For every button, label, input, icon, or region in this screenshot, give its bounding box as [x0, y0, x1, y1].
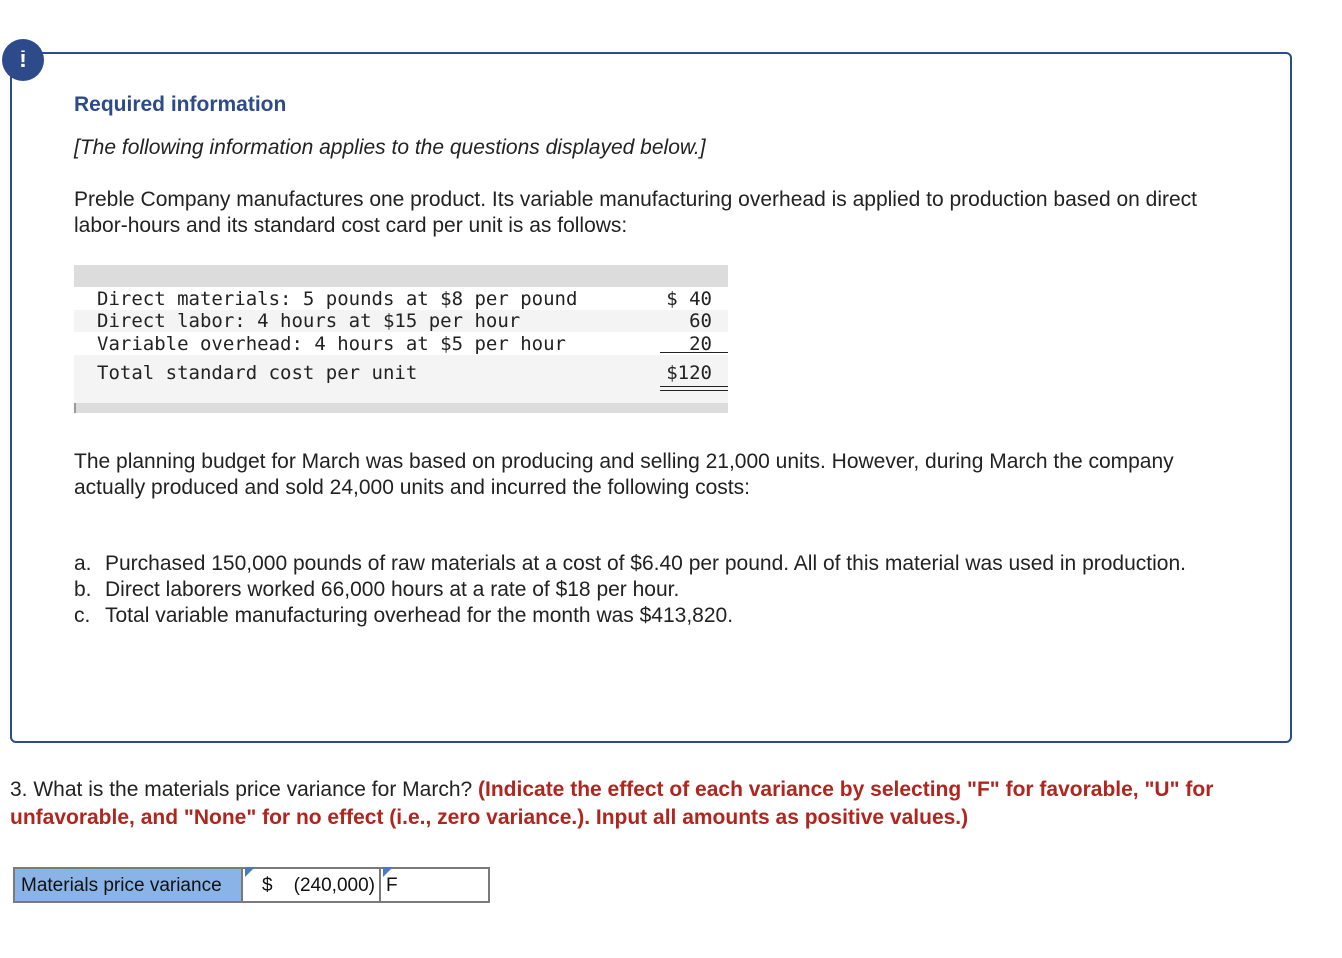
variance-effect-value: F: [386, 875, 398, 896]
question-instruction: (Indicate the effect of each variance by selecting "F" for favorable, "U" for unfavorable, and "None" for no effect (i.e., zero variance.). Input all amounts as positive values.): [10, 778, 1214, 829]
variance-amount-value: (240,000): [293, 875, 375, 896]
cost-row-label: Direct labor: 4 hours at $15 per hour: [97, 310, 521, 332]
cost-card-row: [74, 310, 728, 332]
info-note: [The following information applies to the questions displayed below.]: [74, 136, 706, 159]
cost-row-amount: $ 40: [666, 288, 712, 310]
cost-row-label: Variable overhead: 4 hours at $5 per hour: [97, 333, 566, 355]
variance-effect-select[interactable]: [383, 869, 488, 901]
list-item: [74, 603, 1234, 629]
planning-budget-paragraph: The planning budget for March was based on producing and selling 21,000 units. However, during March the company actually produced and sold 24,000 units and incurred the following costs:: [74, 450, 1174, 499]
answer-row: [13, 867, 490, 903]
list-marker: b.: [74, 578, 92, 601]
input-flag-icon: [383, 867, 393, 877]
intro-paragraph: Preble Company manufactures one product. Its variable manufacturing overhead is applied to production based on direct labor-hours and its standard cost card per unit is as follows:: [74, 188, 1197, 237]
list-marker: a.: [74, 552, 92, 575]
info-title: Required information: [74, 93, 287, 116]
question-prompt: 3. What is the materials price variance for March?: [10, 778, 479, 801]
actual-costs-list: [74, 551, 1234, 629]
cost-card-footer: [74, 403, 728, 413]
subtotal-underline: [660, 352, 728, 353]
list-item: [74, 551, 1234, 577]
cost-card-total-row: [74, 355, 728, 403]
total-double-underline: [660, 386, 728, 387]
question-text: [10, 776, 1335, 832]
cost-row-label: Total standard cost per unit: [97, 362, 418, 384]
list-item-text: Purchased 150,000 pounds of raw materials at a cost of $6.40 per pound. All of this material was used in production.: [105, 552, 1186, 575]
cost-row-amount: 20: [689, 333, 712, 355]
list-marker: c.: [74, 604, 91, 627]
answer-label: Materials price variance: [15, 869, 243, 901]
total-double-underline: [660, 390, 728, 391]
currency-symbol: $: [262, 875, 273, 896]
variance-amount-input[interactable]: [245, 869, 381, 901]
exclamation-icon: !: [2, 39, 44, 81]
cost-row-label: Direct materials: 5 pounds at $8 per pound: [97, 288, 578, 310]
cost-row-amount: 60: [689, 310, 712, 332]
list-item-text: Total variable manufacturing overhead for the month was $413,820.: [105, 604, 734, 627]
cost-card-header: [74, 265, 728, 287]
cost-card-row: [74, 288, 728, 310]
cost-card-row: [74, 332, 728, 355]
cost-row-amount: $120: [666, 362, 712, 384]
standard-cost-card: [74, 265, 728, 413]
input-flag-icon: [245, 867, 255, 877]
list-item: [74, 577, 1234, 603]
list-item-text: Direct laborers worked 66,000 hours at a rate of $18 per hour.: [105, 578, 680, 601]
